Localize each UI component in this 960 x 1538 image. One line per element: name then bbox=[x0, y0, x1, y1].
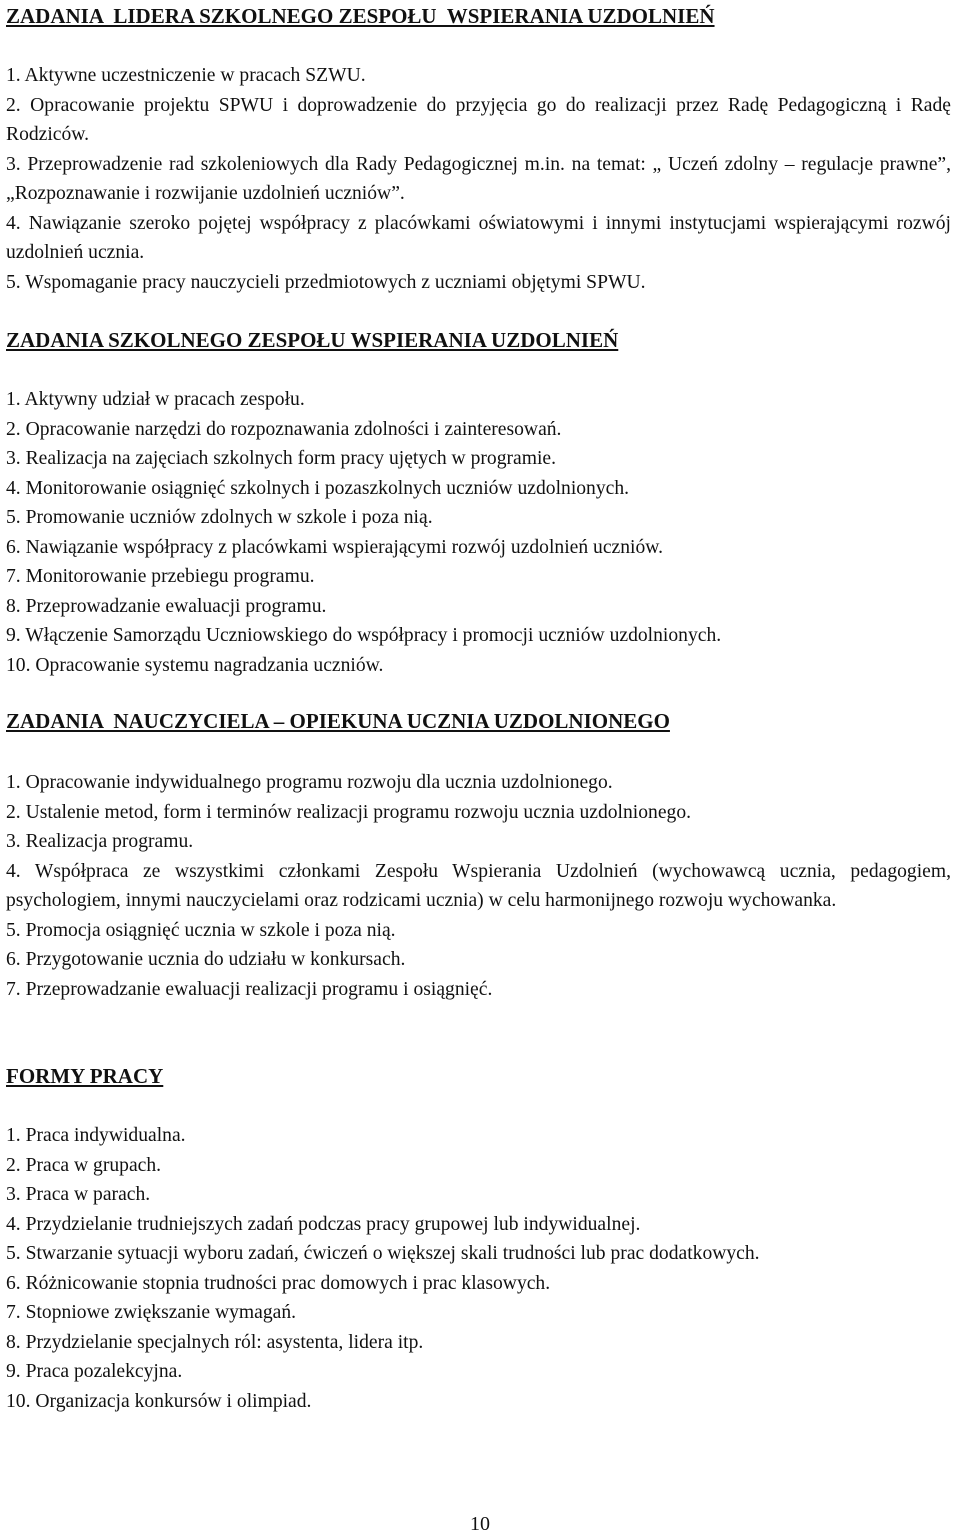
list-item: 4. Monitorowanie osiągnięć szkolnych i pozaszkolnych uczniów uzdolnionych. bbox=[6, 477, 630, 499]
list-item: 4. Nawiązanie szeroko pojętej współpracy z placówkami oświatowymi i innymi instytucjami wspierającymi rozwój uzdolnień ucznia. bbox=[6, 212, 951, 263]
list-item: 5. Promowanie uczniów zdolnych w szkole i poza nią. bbox=[6, 507, 433, 528]
list-item: 6. Przygotowanie ucznia do udziału w konkursach. bbox=[6, 949, 406, 970]
list-item: 5. Stwarzanie sytuacji wyboru zadań, ćwiczeń o większej skali trudności lub prac dodatkowych. bbox=[6, 1243, 760, 1264]
list-item: 2. Opracowanie projektu SPWU i doprowadzenie do przyjęcia go do realizacji przez Radę Pedagogiczną i Radę Rodziców. bbox=[6, 94, 951, 145]
list-item: 1. Praca indywidualna. bbox=[6, 1125, 186, 1146]
list-item: 10. Organizacja konkursów i olimpiad. bbox=[6, 1390, 312, 1412]
list-item: 6. Różnicowanie stopnia trudności prac domowych i prac klasowych. bbox=[6, 1272, 551, 1294]
work-forms-list bbox=[6, 1121, 951, 1416]
section-title-teacher-tasks: ZADANIA NAUCZYCIELA – OPIEKUNA UCZNIA UZDOLNIONEGO bbox=[6, 709, 670, 733]
list-item: 5. Wspomaganie pracy nauczycieli przedmiotowych z uczniami objętymi SPWU. bbox=[6, 271, 646, 293]
list-item: 9. Praca pozalekcyjna. bbox=[6, 1361, 183, 1382]
list-item: 3. Przeprowadzenie rad szkoleniowych dla Rady Pedagogicznej m.in. na temat: „ Uczeń zdolny – regulacje prawne”, „Rozpoznawanie i rozwijanie uzdolnień uczniów”. bbox=[6, 153, 951, 204]
list-item: 7. Monitorowanie przebiegu programu. bbox=[6, 566, 315, 587]
list-item: 9. Włączenie Samorządu Uczniowskiego do współpracy i promocji uczniów uzdolnionych. bbox=[6, 625, 722, 646]
list-item: 4. Współpraca ze wszystkimi członkami Zespołu Wspierania Uzdolnień (wychowawcą ucznia, pedagogiem, psychologiem, innymi nauczycielami oraz rodzicami ucznia) w celu harmonijnego rozwoju wychowanka. bbox=[6, 860, 951, 911]
list-item: 2. Ustalenie metod, form i terminów realizacji programu rozwoju ucznia uzdolnionego. bbox=[6, 801, 692, 823]
section-title-leader-tasks: ZADANIA LIDERA SZKOLNEGO ZESPOŁU WSPIERANIA UZDOLNIEŃ bbox=[6, 4, 715, 28]
list-item: 6. Nawiązanie współpracy z placówkami wspierającymi rozwój uzdolnień uczniów. bbox=[6, 536, 664, 558]
list-item: 10. Opracowanie systemu nagradzania uczniów. bbox=[6, 654, 384, 676]
list-item: 8. Przydzielanie specjalnych ról: asystenta, lidera itp. bbox=[6, 1331, 424, 1353]
list-item: 1. Opracowanie indywidualnego programu rozwoju dla ucznia uzdolnionego. bbox=[6, 772, 613, 793]
section-title-work-forms: FORMY PRACY bbox=[6, 1064, 164, 1088]
list-item: 7. Stopniowe zwiększanie wymagań. bbox=[6, 1302, 297, 1323]
list-item: 7. Przeprowadzanie ewaluacji realizacji programu i osiągnięć. bbox=[6, 978, 493, 1000]
list-item: 2. Opracowanie narzędzi do rozpoznawania zdolności i zainteresowań. bbox=[6, 418, 562, 440]
list-item: 3. Realizacja programu. bbox=[6, 831, 194, 852]
team-tasks-list bbox=[6, 385, 951, 680]
leader-tasks-list bbox=[6, 61, 951, 297]
teacher-tasks-list bbox=[6, 768, 951, 1004]
list-item: 1. Aktywne uczestniczenie w pracach SZWU. bbox=[6, 65, 366, 86]
list-item: 4. Przydzielanie trudniejszych zadań podczas pracy grupowej lub indywidualnej. bbox=[6, 1213, 641, 1235]
page-number: 10 bbox=[470, 1513, 490, 1535]
list-item: 3. Praca w parach. bbox=[6, 1184, 151, 1205]
list-item: 3. Realizacja na zajęciach szkolnych form pracy ujętych w programie. bbox=[6, 448, 557, 469]
list-item: 5. Promocja osiągnięć ucznia w szkole i poza nią. bbox=[6, 919, 396, 941]
list-item: 2. Praca w grupach. bbox=[6, 1154, 162, 1176]
list-item: 8. Przeprowadzanie ewaluacji programu. bbox=[6, 595, 327, 617]
list-item: 1. Aktywny udział w pracach zespołu. bbox=[6, 389, 305, 410]
section-title-team-tasks: ZADANIA SZKOLNEGO ZESPOŁU WSPIERANIA UZDOLNIEŃ bbox=[6, 328, 619, 352]
